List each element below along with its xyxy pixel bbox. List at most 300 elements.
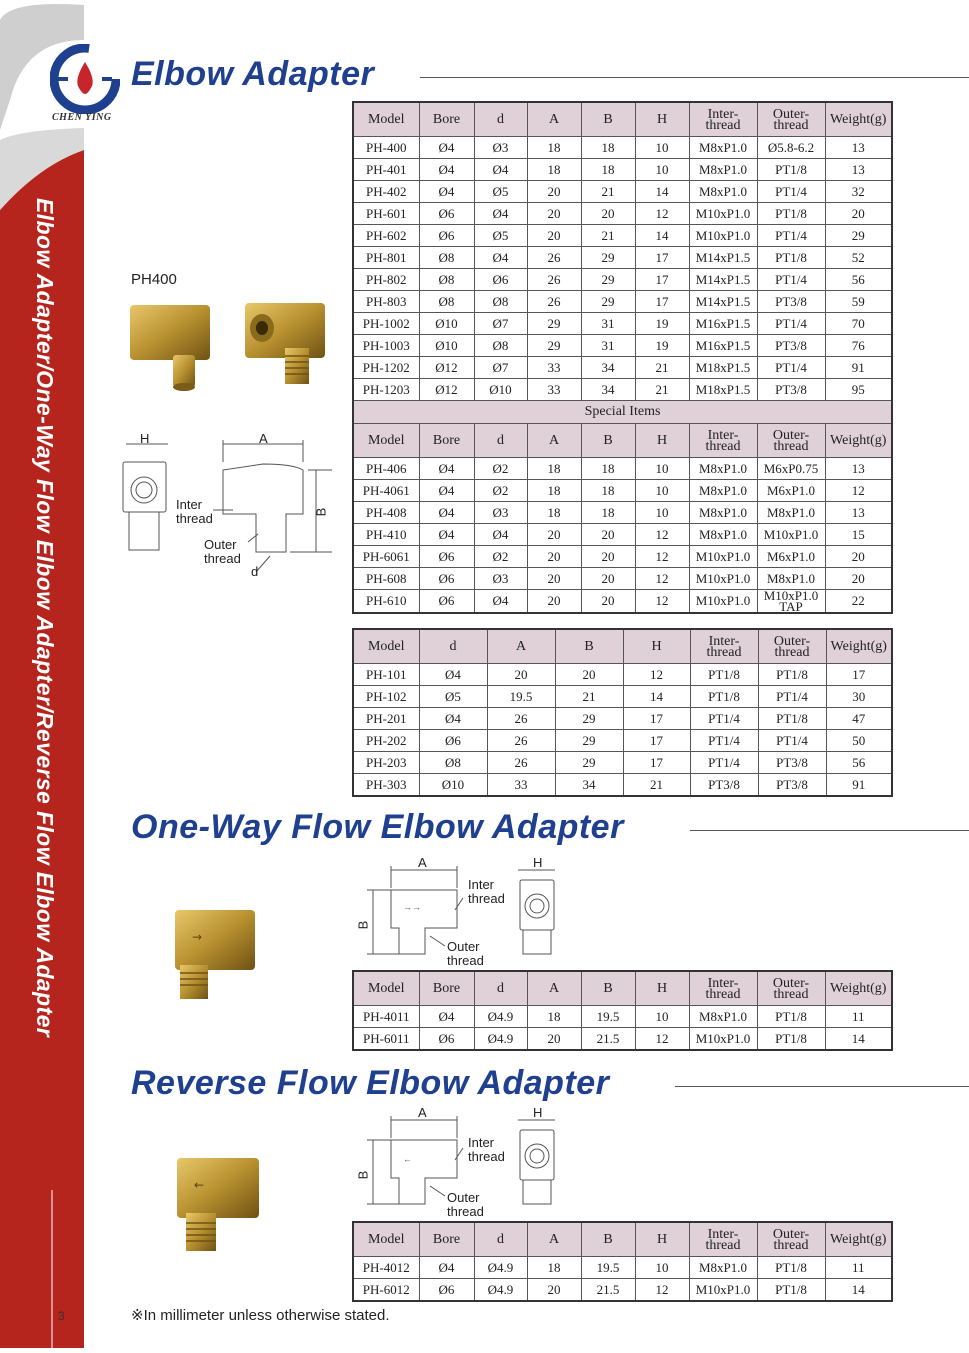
table-cell: PT1/4 xyxy=(758,686,826,708)
table-cell: PH-203 xyxy=(353,752,419,774)
table-cell: Ø8 xyxy=(474,291,527,313)
table-cell: 10 xyxy=(635,458,689,480)
table-cell: 12 xyxy=(635,524,689,546)
table-cell: 17 xyxy=(623,752,690,774)
table-cell: Ø6 xyxy=(419,1028,474,1051)
table-cell: 29 xyxy=(555,730,623,752)
table-cell: Ø4.9 xyxy=(474,1279,527,1302)
table-cell: M8xP1.0 xyxy=(689,1257,757,1279)
table-cell: PT3/8 xyxy=(758,752,826,774)
table-cell: 21 xyxy=(581,181,635,203)
table-row xyxy=(353,247,892,269)
table-cell: 33 xyxy=(487,774,555,797)
table-header-cell: Bore xyxy=(419,971,474,1006)
dim-label-a: A xyxy=(418,1105,427,1120)
table-header-row xyxy=(353,629,892,664)
table-cell: PT1/8 xyxy=(690,664,758,686)
table-header-cell: H xyxy=(635,971,689,1006)
table-cell: Ø7 xyxy=(474,357,527,379)
table-cell: 33 xyxy=(527,357,581,379)
dim-label-b: B xyxy=(355,1170,371,1180)
table-cell: 20 xyxy=(825,546,892,568)
table-cell: M18xP1.5 xyxy=(689,379,757,401)
table-cell: 31 xyxy=(581,313,635,335)
table-cell: M18xP1.5 xyxy=(689,357,757,379)
table-cell: Ø6 xyxy=(419,546,474,568)
table-cell: 56 xyxy=(826,752,892,774)
table-cell: Ø6 xyxy=(419,1279,474,1302)
special-items-label: Special Items xyxy=(353,401,892,424)
table-cell: M8xP1.0 xyxy=(689,480,757,502)
table-cell: PT1/8 xyxy=(758,708,826,730)
table-cell: PT3/8 xyxy=(757,335,825,357)
table-cell: 21 xyxy=(581,225,635,247)
dim-label-h: H xyxy=(140,431,150,446)
table-header-cell: H xyxy=(635,102,689,137)
table-cell: Ø12 xyxy=(419,379,474,401)
table-header-cell: A xyxy=(527,102,581,137)
table-cell: Ø10 xyxy=(474,379,527,401)
table-cell: Ø4 xyxy=(419,1006,474,1028)
table-header-row xyxy=(353,971,892,1006)
product-label: PH400 xyxy=(131,271,177,288)
table-cell: 14 xyxy=(635,181,689,203)
table-cell: PT1/8 xyxy=(757,1279,825,1302)
table-cell: 11 xyxy=(825,1257,892,1279)
table-cell: PH-801 xyxy=(353,247,419,269)
table-cell: M8xP1.0 xyxy=(689,524,757,546)
oneway-spec-table xyxy=(352,970,893,1051)
table-cell: 13 xyxy=(825,159,892,181)
table-cell: Ø4 xyxy=(419,664,487,686)
table-cell: 18 xyxy=(581,159,635,181)
table-cell: 13 xyxy=(825,502,892,524)
table-cell: Ø6 xyxy=(474,269,527,291)
table-cell: 21 xyxy=(635,379,689,401)
elbow-photo-2 xyxy=(240,298,332,393)
table-cell: M8xP1.0 xyxy=(757,568,825,590)
table-cell: Ø4 xyxy=(419,502,474,524)
table-cell: PT1/8 xyxy=(757,1006,825,1028)
table-cell: PT1/8 xyxy=(757,1028,825,1051)
table-cell: Ø4.9 xyxy=(474,1028,527,1051)
table-cell: M8xP1.0 xyxy=(689,458,757,480)
table-header-cell: Model xyxy=(353,971,419,1006)
table-header-row xyxy=(353,424,892,458)
table-cell: PH-601 xyxy=(353,203,419,225)
table-cell: 10 xyxy=(635,1257,689,1279)
table-cell: Ø7 xyxy=(474,313,527,335)
table-cell: PT1/8 xyxy=(690,686,758,708)
table-cell: Ø3 xyxy=(474,137,527,159)
table-cell: 34 xyxy=(581,357,635,379)
table-cell: 26 xyxy=(527,291,581,313)
table-cell: PH-6011 xyxy=(353,1028,419,1051)
table-cell: 17 xyxy=(635,269,689,291)
table-cell: Ø4.9 xyxy=(474,1257,527,1279)
table-cell: 18 xyxy=(527,137,581,159)
table-header-cell: Bore xyxy=(419,424,474,458)
table-cell: PT1/4 xyxy=(757,269,825,291)
table-cell: 12 xyxy=(635,1028,689,1051)
table-cell: Ø3 xyxy=(474,502,527,524)
table-header-cell: Inter- thread xyxy=(689,102,757,137)
table-row xyxy=(353,686,892,708)
table-cell: PH-4012 xyxy=(353,1257,419,1279)
table-cell: 52 xyxy=(825,247,892,269)
table-cell: M10xP1.0 xyxy=(689,1279,757,1302)
table-cell: Ø4 xyxy=(419,137,474,159)
table-cell: PT1/4 xyxy=(690,752,758,774)
table-row xyxy=(353,203,892,225)
table-cell: 20 xyxy=(527,203,581,225)
section-title-reverse: Reverse Flow Elbow Adapter xyxy=(131,1064,610,1102)
title-rule xyxy=(420,77,969,78)
dim-label-h: H xyxy=(533,1105,543,1120)
table-cell: 14 xyxy=(825,1028,892,1051)
table-cell: 19 xyxy=(635,313,689,335)
table-cell: 10 xyxy=(635,502,689,524)
table-cell: 18 xyxy=(581,502,635,524)
table-cell: Ø12 xyxy=(419,357,474,379)
table-cell: 26 xyxy=(487,730,555,752)
table-cell: PT1/4 xyxy=(757,181,825,203)
table-row xyxy=(353,774,892,797)
table-row xyxy=(353,480,892,502)
table-cell: Ø6 xyxy=(419,730,487,752)
table-cell: 18 xyxy=(527,458,581,480)
table-header-cell: B xyxy=(555,629,623,664)
table-row xyxy=(353,1006,892,1028)
table-cell: 18 xyxy=(527,480,581,502)
table-cell: Ø8 xyxy=(419,752,487,774)
table-cell: 14 xyxy=(825,1279,892,1302)
table-header-cell: Weight(g) xyxy=(825,102,892,137)
table-cell: Ø4 xyxy=(474,590,527,614)
table-cell: 26 xyxy=(487,708,555,730)
table-row xyxy=(353,730,892,752)
table-cell: Ø5 xyxy=(419,686,487,708)
table-row xyxy=(353,590,892,614)
dim-label-inter: Inter thread xyxy=(468,877,505,906)
table-cell: Ø4 xyxy=(419,458,474,480)
table-cell: PT1/8 xyxy=(757,1257,825,1279)
table-cell: 12 xyxy=(635,203,689,225)
vertical-title-text: Elbow Adapter/One-Way Flow Elbow Adapter/Reverse Flow Elbow Adapter xyxy=(32,198,58,1038)
title-rule xyxy=(690,830,969,831)
table-cell: PH-4061 xyxy=(353,480,419,502)
table-cell: 20 xyxy=(581,203,635,225)
table-header-cell: d xyxy=(474,1222,527,1257)
table-cell: 21.5 xyxy=(581,1028,635,1051)
table-cell: Ø4 xyxy=(419,708,487,730)
table-header-cell: H xyxy=(635,424,689,458)
table-cell: 29 xyxy=(825,225,892,247)
table-header-cell: B xyxy=(581,971,635,1006)
table-cell: PH-1203 xyxy=(353,379,419,401)
table-header-cell: Weight(g) xyxy=(825,1222,892,1257)
table-header-cell: Outer- thread xyxy=(757,102,825,137)
table-cell: 91 xyxy=(825,357,892,379)
table-row xyxy=(353,225,892,247)
table-cell: M14xP1.5 xyxy=(689,269,757,291)
table-header-cell: d xyxy=(474,424,527,458)
table-header-cell: Inter- thread xyxy=(689,424,757,458)
table-cell: Ø6 xyxy=(419,225,474,247)
table-row xyxy=(353,664,892,686)
table-header-cell: Model xyxy=(353,424,419,458)
table-cell: 59 xyxy=(825,291,892,313)
table-cell: 47 xyxy=(826,708,892,730)
table-cell: 21 xyxy=(623,774,690,797)
table-cell: Ø3 xyxy=(474,568,527,590)
table-row xyxy=(353,1279,892,1302)
chen-ying-logo-icon xyxy=(50,44,120,114)
table-cell: 18 xyxy=(527,502,581,524)
table-cell: PH-1003 xyxy=(353,335,419,357)
table-cell: M6xP0.75 xyxy=(757,458,825,480)
section-title-elbow: Elbow Adapter xyxy=(131,55,375,93)
table-cell: 13 xyxy=(825,458,892,480)
table-header-cell: Inter- thread xyxy=(690,629,758,664)
table-row xyxy=(353,752,892,774)
table-cell: 29 xyxy=(555,708,623,730)
table-cell: 95 xyxy=(825,379,892,401)
table-header-cell: A xyxy=(487,629,555,664)
dim-label-outer: Outer thread xyxy=(204,537,241,566)
table-cell: 14 xyxy=(623,686,690,708)
table-cell: 70 xyxy=(825,313,892,335)
table-header-cell: A xyxy=(527,424,581,458)
table-cell: Ø10 xyxy=(419,335,474,357)
table-cell: Ø5 xyxy=(474,181,527,203)
dim-label-inter: Inter thread xyxy=(468,1135,505,1164)
svg-text:→→: →→ xyxy=(403,902,421,912)
table-cell: 18 xyxy=(581,480,635,502)
table-header-cell: Model xyxy=(353,1222,419,1257)
table-cell: M8xP1.0 xyxy=(757,502,825,524)
elbow-spec-table xyxy=(352,101,893,614)
table-cell: PH-1002 xyxy=(353,313,419,335)
table-cell: M6xP1.0 xyxy=(757,546,825,568)
table-cell: PT1/4 xyxy=(690,730,758,752)
table-cell: Ø4 xyxy=(474,159,527,181)
table-cell: Ø6 xyxy=(419,590,474,614)
table-cell: PT1/4 xyxy=(758,730,826,752)
table-cell: 20 xyxy=(527,1028,581,1051)
table-cell: 21 xyxy=(555,686,623,708)
table-cell: 18 xyxy=(581,458,635,480)
table-cell: 14 xyxy=(635,225,689,247)
section-title-oneway: One-Way Flow Elbow Adapter xyxy=(131,808,624,846)
table-row xyxy=(353,458,892,480)
table-cell: 12 xyxy=(623,664,690,686)
table-cell: PT1/4 xyxy=(757,357,825,379)
table-row xyxy=(353,379,892,401)
table-cell: Ø4 xyxy=(474,247,527,269)
table-cell: PH-101 xyxy=(353,664,419,686)
table-header-cell: d xyxy=(474,971,527,1006)
table-cell: PT1/8 xyxy=(757,203,825,225)
table-cell: 12 xyxy=(635,546,689,568)
table-header-cell: Bore xyxy=(419,102,474,137)
table-cell: Ø4 xyxy=(419,480,474,502)
table-cell: M10xP1.0 xyxy=(689,203,757,225)
dim-label-a: A xyxy=(259,431,268,446)
table-cell: Ø8 xyxy=(419,247,474,269)
table-cell: 29 xyxy=(527,313,581,335)
table-header-cell: Weight(g) xyxy=(825,971,892,1006)
table-cell: M10xP1.0 xyxy=(689,1028,757,1051)
table-cell: 30 xyxy=(826,686,892,708)
table-cell: 18 xyxy=(527,1257,581,1279)
table-cell: PH-202 xyxy=(353,730,419,752)
table-cell: 19 xyxy=(635,335,689,357)
table-row xyxy=(353,181,892,203)
table-header-cell: B xyxy=(581,424,635,458)
dim-label-inter: Inter thread xyxy=(176,497,213,526)
table-cell: PT3/8 xyxy=(690,774,758,797)
table-cell: PT1/4 xyxy=(757,225,825,247)
table-row xyxy=(353,568,892,590)
table-cell: PH-608 xyxy=(353,568,419,590)
table-cell: Ø8 xyxy=(474,335,527,357)
table-cell: PT1/8 xyxy=(758,664,826,686)
special-items-row xyxy=(353,401,892,424)
table-row xyxy=(353,1257,892,1279)
table-cell: M8xP1.0 xyxy=(689,137,757,159)
table-cell: M10xP1.0 xyxy=(689,568,757,590)
table-cell: 29 xyxy=(581,247,635,269)
table-cell: 26 xyxy=(527,247,581,269)
table-cell: PT3/8 xyxy=(757,379,825,401)
table-cell: 20 xyxy=(581,546,635,568)
table-header-cell: Bore xyxy=(419,1222,474,1257)
table-cell: M8xP1.0 xyxy=(689,159,757,181)
oneway-photo xyxy=(170,905,260,1005)
table-cell: 20 xyxy=(527,568,581,590)
table-cell: M10xP1.0 xyxy=(689,225,757,247)
reverse-spec-table xyxy=(352,1221,893,1302)
table-cell: 12 xyxy=(825,480,892,502)
table-cell: M6xP1.0 xyxy=(757,480,825,502)
table-cell: 12 xyxy=(635,590,689,614)
table-cell: Ø8 xyxy=(419,269,474,291)
table-cell: 18 xyxy=(527,1006,581,1028)
table-cell: M14xP1.5 xyxy=(689,291,757,313)
table-cell: 29 xyxy=(555,752,623,774)
table-cell: 21 xyxy=(635,357,689,379)
table-header-cell: B xyxy=(581,1222,635,1257)
table-cell: 15 xyxy=(825,524,892,546)
table-header-row xyxy=(353,102,892,137)
table-cell: Ø4.9 xyxy=(474,1006,527,1028)
table-header-cell: Weight(g) xyxy=(826,629,892,664)
table-cell: M10xP1.0 xyxy=(689,590,757,614)
table-cell: 29 xyxy=(581,269,635,291)
table-header-cell: d xyxy=(474,102,527,137)
table-header-cell: A xyxy=(527,1222,581,1257)
table-cell: 76 xyxy=(825,335,892,357)
table-cell: 34 xyxy=(581,379,635,401)
table-cell: PH-6061 xyxy=(353,546,419,568)
table-cell: PT3/8 xyxy=(757,291,825,313)
table-cell: 20 xyxy=(825,568,892,590)
table-cell: PH-410 xyxy=(353,524,419,546)
table-cell: 17 xyxy=(635,247,689,269)
table-cell: PH-4011 xyxy=(353,1006,419,1028)
table-cell: M16xP1.5 xyxy=(689,335,757,357)
table-cell: 33 xyxy=(527,379,581,401)
table-cell: 50 xyxy=(826,730,892,752)
table-cell: 26 xyxy=(527,269,581,291)
elbow-photo-1 xyxy=(128,300,228,395)
svg-text:←: ← xyxy=(403,1154,412,1164)
dim-label-b: B xyxy=(313,507,329,517)
table-row xyxy=(353,546,892,568)
table-row xyxy=(353,1028,892,1051)
table-cell: 18 xyxy=(581,137,635,159)
table-cell: Ø10 xyxy=(419,313,474,335)
table-cell: 17 xyxy=(623,708,690,730)
table-cell: PT1/4 xyxy=(690,708,758,730)
table-cell: PT1/8 xyxy=(757,159,825,181)
table-cell: Ø5 xyxy=(474,225,527,247)
table-cell: 17 xyxy=(623,730,690,752)
svg-text:←: ← xyxy=(194,1178,205,1192)
table-cell: 17 xyxy=(826,664,892,686)
table-header-cell: Outer- thread xyxy=(757,971,825,1006)
table-cell: PH-406 xyxy=(353,458,419,480)
title-rule xyxy=(675,1086,969,1087)
table-cell: 12 xyxy=(635,1279,689,1302)
table-header-cell: Weight(g) xyxy=(825,424,892,458)
table-cell: 19.5 xyxy=(581,1257,635,1279)
table-cell: 32 xyxy=(825,181,892,203)
table-cell: 19.5 xyxy=(581,1006,635,1028)
table-cell: 26 xyxy=(487,752,555,774)
table-cell: M10xP1.0 xyxy=(689,546,757,568)
table-cell: Ø2 xyxy=(474,458,527,480)
table-cell: M16xP1.5 xyxy=(689,313,757,335)
svg-text:→: → xyxy=(192,930,203,944)
table-header-cell: H xyxy=(623,629,690,664)
table-row xyxy=(353,159,892,181)
table-cell: PH-803 xyxy=(353,291,419,313)
table-cell: 91 xyxy=(826,774,892,797)
table-cell: Ø4 xyxy=(419,1257,474,1279)
table-header-cell: d xyxy=(419,629,487,664)
table-header-cell: H xyxy=(635,1222,689,1257)
table-cell: M8xP1.0 xyxy=(689,502,757,524)
dim-label-a: A xyxy=(418,855,427,870)
table-header-cell: Outer- thread xyxy=(757,424,825,458)
table-cell: 11 xyxy=(825,1006,892,1028)
table-cell: PH-408 xyxy=(353,502,419,524)
table-row xyxy=(353,357,892,379)
table-row xyxy=(353,335,892,357)
table-cell: 17 xyxy=(635,291,689,313)
brand-name: CHEN YING xyxy=(52,112,112,123)
table-cell: 29 xyxy=(581,291,635,313)
table-cell: 22 xyxy=(825,590,892,614)
table-row xyxy=(353,137,892,159)
table-cell: 10 xyxy=(635,480,689,502)
table-cell: 20 xyxy=(527,590,581,614)
table-cell: 31 xyxy=(581,335,635,357)
table-row xyxy=(353,313,892,335)
table-cell: 18 xyxy=(527,159,581,181)
